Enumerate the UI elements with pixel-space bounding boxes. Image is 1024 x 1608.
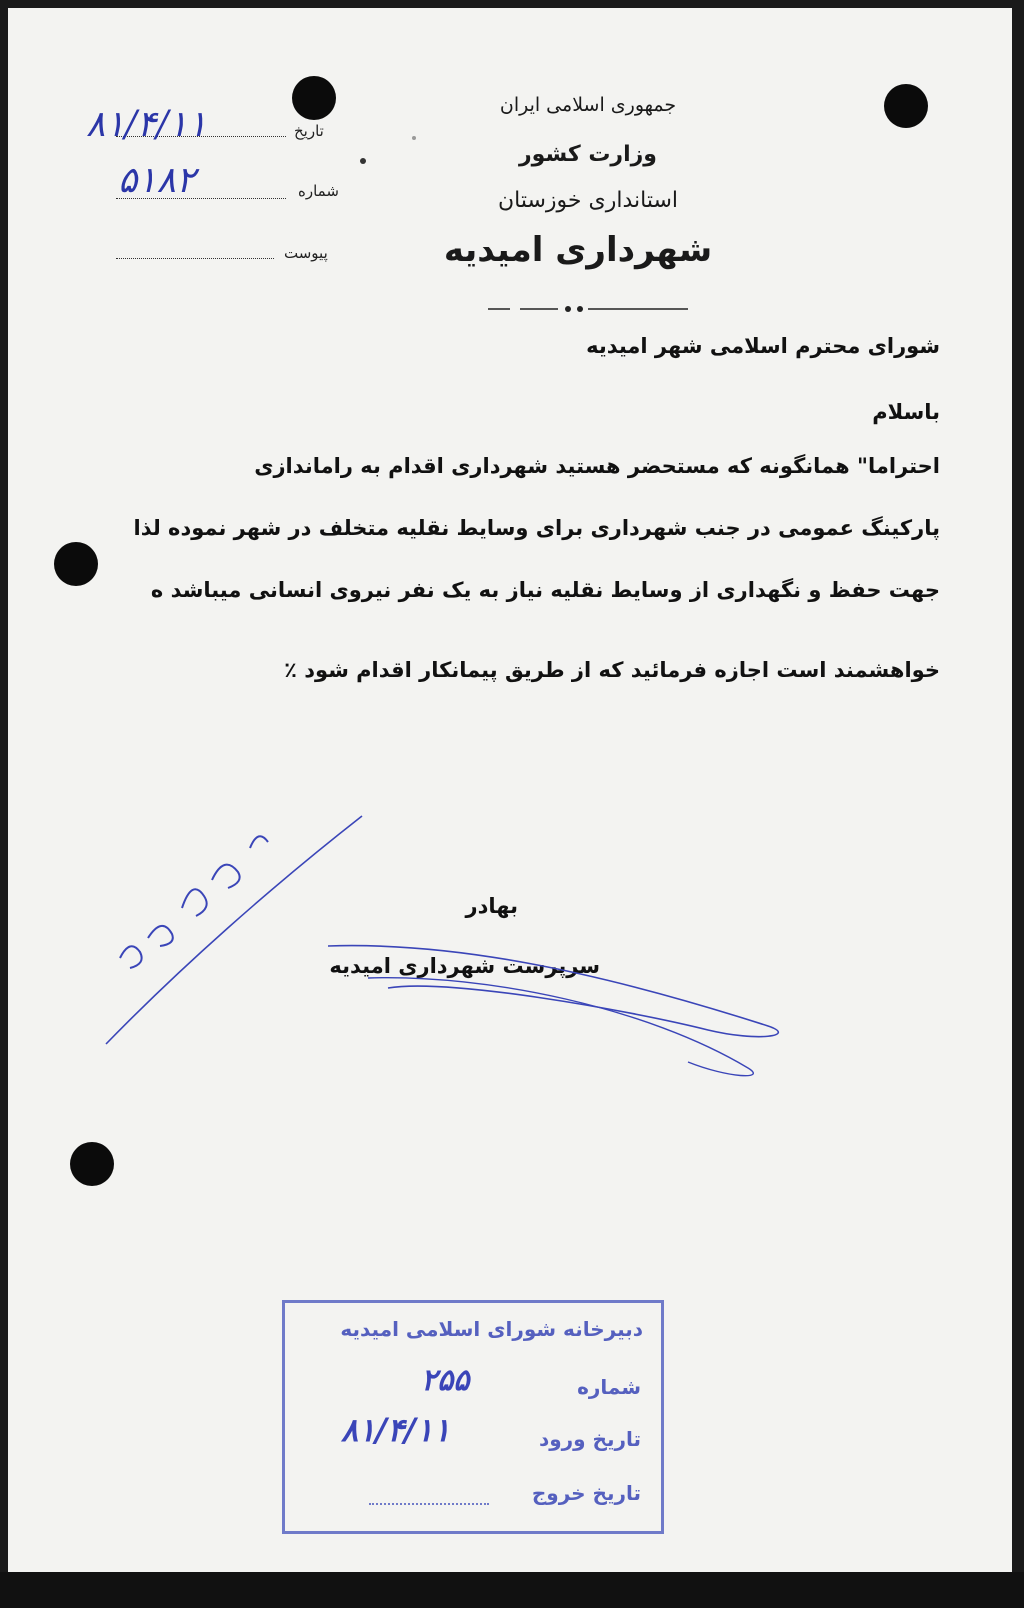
date-label: تاریخ — [294, 122, 324, 140]
date-handwritten-value: ۸۱/۴/۱۱ — [86, 104, 207, 145]
letterhead-ministry: وزارت کشور — [519, 142, 657, 167]
number-handwritten-value: ۵۱۸۲ — [118, 160, 196, 201]
scan-bottom-edge — [0, 1572, 1024, 1608]
letter-body-line-3: جهت حفظ و نگهداری از وسایط نقلیه نیاز به یک نفر نیروی انسانی میباشد ه — [150, 578, 940, 602]
registry-stamp — [282, 1300, 664, 1534]
document-page — [8, 8, 1012, 1598]
attachment-label: پیوست — [284, 244, 328, 262]
stamp-number-label: شماره — [577, 1375, 641, 1399]
letterhead-province: استانداری خوزستان — [497, 188, 679, 213]
stamp-header: دبیرخانه شورای اسلامی امیدیه — [340, 1317, 643, 1341]
stamp-in-date-label: تاریخ ورود — [538, 1427, 641, 1451]
punch-hole-bottom-left — [70, 1142, 114, 1186]
signature-title: سرپرست شهرداری امیدیه — [329, 954, 600, 978]
signature-scribble — [328, 938, 788, 1088]
number-label: شماره — [298, 182, 339, 200]
attachment-line — [116, 258, 274, 259]
punch-hole-top-right — [884, 84, 928, 128]
letter-recipient: شورای محترم اسلامی شهر امیدیه — [586, 334, 940, 358]
signature-name: بهادر — [465, 894, 518, 918]
stamp-out-date-line — [369, 1503, 489, 1505]
letter-body-line-1: احتراما" همانگونه که مستحضر هستید شهرداری اقدام به راماندازی — [254, 454, 940, 478]
punch-hole-middle-left — [54, 542, 98, 586]
scan-speck — [360, 158, 366, 164]
letter-body-line-4: خواهشمند است اجازه فرمائید که از طریق پیمانکار اقدام شود ٪ — [284, 658, 940, 682]
letterhead-republic: جمهوری اسلامی ایران — [499, 94, 677, 116]
punch-hole-top-left — [292, 76, 336, 120]
stamp-number-value: ۲۵۵ — [421, 1363, 470, 1398]
scan-speck — [412, 136, 416, 140]
letter-body-line-2: پارکینگ عمومی در جنب شهرداری برای وسایط نقلیه متخلف در شهر نموده لذا — [133, 516, 940, 540]
stamp-in-date-value: ۸۱/۴/۱۱ — [341, 1411, 451, 1449]
letterhead-ornament — [488, 304, 688, 314]
letter-greeting: باسلام — [872, 400, 940, 424]
stamp-out-date-label: تاریخ خروج — [531, 1481, 641, 1505]
letterhead-municipality: شهرداری امیدیه — [443, 230, 713, 270]
